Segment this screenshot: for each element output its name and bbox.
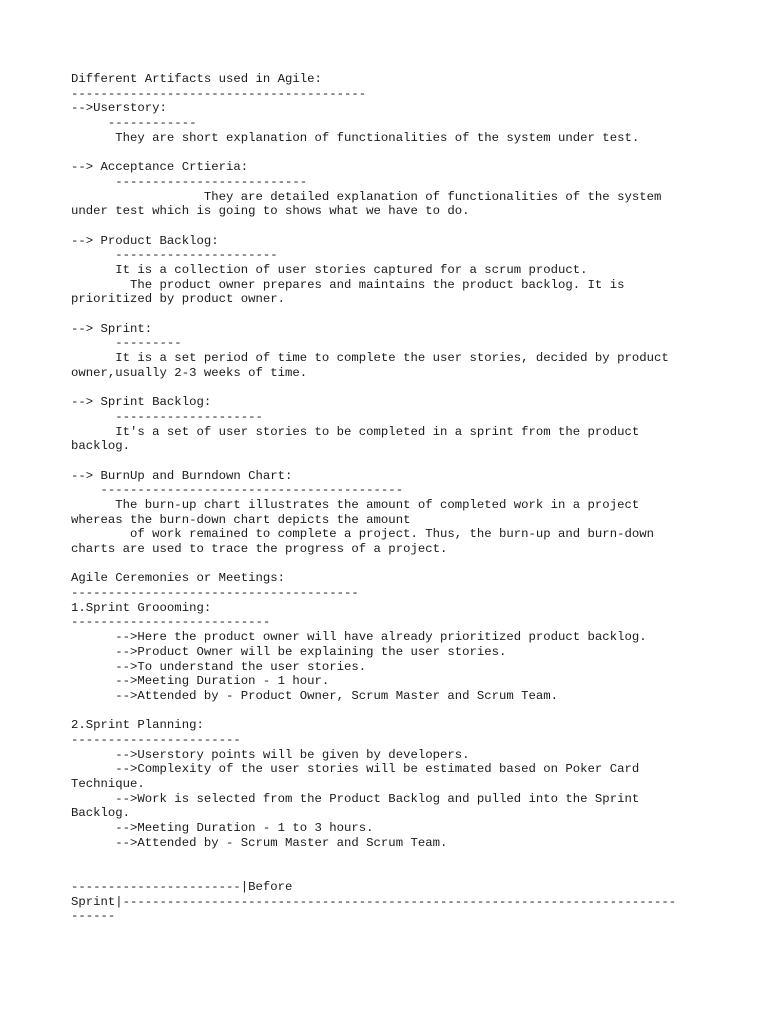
text-line: --> BurnUp and Burndown Chart: (71, 468, 293, 483)
text-line: 2.Sprint Planning: (71, 718, 204, 733)
blank-line (71, 704, 711, 719)
text-line: Agile Ceremonies or Meetings: (71, 571, 286, 586)
text-line: Sprint|--------------------------------------------------------------------------- (71, 894, 677, 909)
text-line: -->Meeting Duration - 1 hour. (71, 674, 330, 689)
text-line: whereas the burn-down chart depicts the amount (71, 512, 411, 527)
text-line: ----------------------- (71, 732, 241, 747)
text-line: It is a set period of time to complete the user stories, decided by product (71, 351, 669, 366)
text-line: -->Complexity of the user stories will be estimated based on Poker Card (71, 762, 640, 777)
text-line: owner,usually 2-3 weeks of time. (71, 365, 308, 380)
blank-line (71, 557, 711, 572)
text-line: --> Sprint: (71, 321, 153, 336)
text-line: under test which is going to shows what we have to do. (71, 204, 470, 219)
text-line: The burn-up chart illustrates the amount of completed work in a project (71, 497, 640, 512)
text-line: ----------------------------------------- (71, 483, 404, 498)
blank-line (71, 454, 711, 469)
text-line: --> Sprint Backlog: (71, 395, 212, 410)
text-line: -->Work is selected from the Product Backlog and pulled into the Sprint (71, 791, 640, 806)
text-line: -------------------------- (71, 174, 308, 189)
text-line: ---------------------------------------- (71, 86, 367, 101)
blank-line (71, 219, 711, 234)
text-line: Technique. (71, 777, 145, 791)
text-line: charts are used to trace the progress of a project. (71, 542, 448, 556)
text-line: -->Here the product owner will have already prioritized product backlog. (71, 630, 647, 645)
text-line: -->Attended by - Product Owner, Scrum Master and Scrum Team. (71, 688, 559, 703)
text-line: They are detailed explanation of functionalities of the system (71, 189, 662, 204)
text-line: prioritized by product owner. (71, 292, 286, 307)
text-line: --> Acceptance Crtieria: (71, 160, 249, 175)
blank-line (71, 865, 711, 880)
text-line: backlog. (71, 439, 131, 454)
text-line: -->Meeting Duration - 1 to 3 hours. (71, 821, 374, 836)
blank-line (71, 380, 711, 395)
text-line: -----------------------|Before (71, 879, 293, 894)
text-line: -->Userstory points will be given by developers. (71, 747, 470, 762)
text-line: -->To understand the user stories. (71, 659, 367, 674)
text-line: It's a set of user stories to be completed in a sprint from the product (71, 424, 640, 439)
text-line: --------------------------- (71, 615, 271, 630)
text-line: 1.Sprint Groooming: (71, 600, 212, 615)
text-line: --> Product Backlog: (71, 233, 219, 248)
text-line: Backlog. (71, 806, 131, 821)
blank-line (71, 145, 711, 160)
blank-line (71, 307, 711, 322)
text-line: ------ (71, 909, 116, 924)
text-line: -->Product Owner will be explaining the user stories. (71, 644, 507, 659)
text-line: The product owner prepares and maintains the product backlog. It is (71, 277, 625, 292)
text-line: -->Attended by - Scrum Master and Scrum Team. (71, 835, 448, 850)
document-page (71, 72, 711, 924)
text-line: Different Artifacts used in Agile: (71, 72, 322, 86)
text-line: They are short explanation of functionalities of the system under test. (71, 130, 640, 145)
text-line: -------------------- (71, 409, 263, 424)
text-line: --------------------------------------- (71, 586, 359, 601)
text-line: ------------ (71, 116, 197, 131)
blank-line (71, 850, 711, 865)
text-line: --------- (71, 336, 182, 351)
text-line: It is a collection of user stories captured for a scrum product. (71, 262, 588, 277)
text-line: ---------------------- (71, 248, 278, 263)
text-line: of work remained to complete a project. Thus, the burn-up and burn-down (71, 527, 654, 542)
text-line: -->Userstory: (71, 101, 167, 116)
